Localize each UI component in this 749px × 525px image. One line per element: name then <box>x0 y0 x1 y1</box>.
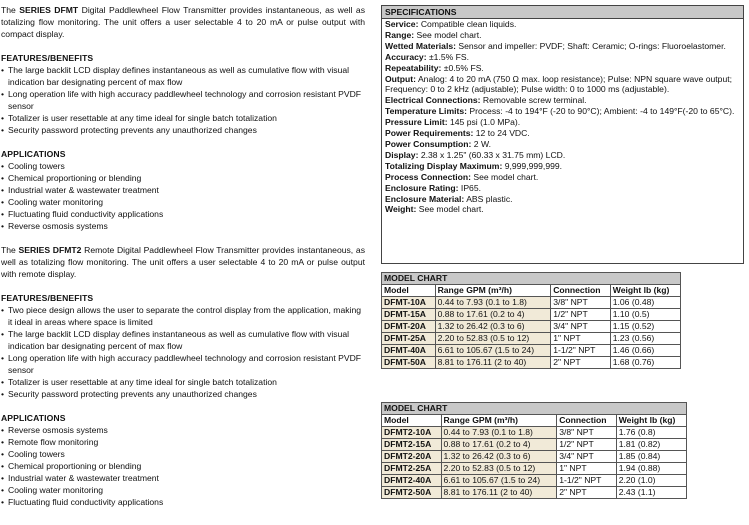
spec-row <box>385 52 740 63</box>
model-cell: DFMT2-40A <box>382 475 442 487</box>
table-cell: 1.32 to 26.42 (0.3 to 6) <box>435 321 551 333</box>
table-cell: 1.15 (0.52) <box>610 321 680 333</box>
dfmt2-applications-list <box>1 424 365 508</box>
table-cell: 0.88 to 17.61 (0.2 to 4) <box>435 309 551 321</box>
list-item: • Industrial water & wastewater treatment <box>1 184 365 196</box>
spec-value: Compatible clean liquids. <box>418 19 517 29</box>
dfmt2-features-list <box>1 304 365 400</box>
table-cell: 8.81 to 176.11 (2 to 40) <box>435 357 551 369</box>
table-row <box>382 357 681 369</box>
model-cell: DFMT2-25A <box>382 463 442 475</box>
specifications-list <box>382 19 743 215</box>
spec-value: Sensor and impeller: PVDF; Shaft: Ceramic; O-rings: Fluoroelastomer. <box>456 40 726 51</box>
list-item: • Long operation life with high accuracy paddlewheel technology and corrosion resistant PVDF sensor <box>1 88 365 112</box>
model-cell: DFMT-10A <box>382 297 436 309</box>
spec-label: Accuracy: <box>385 51 427 62</box>
column-header: Connection <box>551 285 611 297</box>
table-row <box>382 333 681 345</box>
spec-label: Enclosure Rating: <box>385 182 459 193</box>
column-header: Weight lb (kg) <box>610 285 680 297</box>
spec-row <box>385 30 740 41</box>
column-header: Connection <box>557 415 617 427</box>
table-cell: 1-1/2" NPT <box>551 345 611 357</box>
table-row <box>382 439 687 451</box>
spec-value: ABS plastic. <box>464 193 513 204</box>
specifications-box <box>381 5 744 264</box>
spec-label: Wetted Materials: <box>385 40 456 51</box>
spec-label: Temperature Limits: <box>385 106 467 117</box>
intro-text: Digital Paddlewheel Flow Transmitter provides instantaneous, as well as totalizing flow monitoring. The unit offers a user selectable 4 to 20 mA or pulse output with compact display. <box>1 5 366 39</box>
table-row <box>382 427 687 439</box>
spec-value: See model chart. <box>470 171 539 182</box>
dfmt-features-list <box>1 64 365 136</box>
spec-value: 12 to 24 VDC. <box>473 128 530 139</box>
list-item: • The large backlit LCD display defines instantaneous as well as cumulative flow with visual indication bar designating percent of max flow <box>1 64 365 88</box>
list-item: • Chemical proportioning or blending <box>1 460 365 472</box>
spec-label: Weight: <box>385 204 417 215</box>
table-cell: 0.88 to 17.61 (0.2 to 4) <box>441 439 557 451</box>
spec-row <box>385 95 740 106</box>
spec-value: ±1.5% FS. <box>426 51 470 62</box>
dfmt2-intro <box>1 244 365 280</box>
spec-label: Totalizing Display Maximum: <box>385 160 503 171</box>
column-header: Model <box>382 285 436 297</box>
intro-text: Remote Digital Paddlewheel Flow Transmitter provides instantaneous, as well as totalizing flow monitoring. The unit offers a user selectable 4 to 20 mA or pulse output with remote display. <box>1 245 365 279</box>
list-item: • Security password protecting prevents any unauthorized changes <box>1 124 365 136</box>
spec-value: Process: -4 to 194°F (-20 to 90°C); Ambient: -4 to 149°F(-20 to 65°C). <box>466 106 735 117</box>
model-chart-dfmt2 <box>381 402 687 499</box>
spec-label: Power Consumption: <box>385 138 472 149</box>
table-cell: 1" NPT <box>551 333 611 345</box>
model-cell: DFMT2-20A <box>382 451 442 463</box>
table-cell: 0.44 to 7.93 (0.1 to 1.8) <box>435 297 551 309</box>
table-cell: 6.61 to 105.67 (1.5 to 24) <box>441 475 557 487</box>
spec-row <box>385 204 740 215</box>
intro-prefix: The <box>1 5 20 15</box>
spec-label: Enclosure Material: <box>385 193 465 204</box>
table-cell: 3/8" NPT <box>557 427 617 439</box>
table-cell: 2.20 to 52.83 (0.5 to 12) <box>441 463 557 475</box>
spec-value: ±0.5% FS. <box>441 62 484 73</box>
model-cell: DFMT2-15A <box>382 439 442 451</box>
model-chart-caption: MODEL CHART <box>382 273 681 285</box>
column-header: Range GPM (m³/h) <box>441 415 557 427</box>
spec-row <box>385 41 740 52</box>
list-item: • Chemical proportioning or blending <box>1 172 365 184</box>
list-item: • Remote flow monitoring <box>1 436 365 448</box>
list-item: • Cooling towers <box>1 448 365 460</box>
table-row <box>382 297 681 309</box>
table-row <box>382 345 681 357</box>
table-row <box>382 487 687 499</box>
table-cell: 1/2" NPT <box>557 439 617 451</box>
spec-value: Analog: 4 to 20 mA (750 Ω max. loop resistance); Pulse: NPN square wave output; Frequency: 0 to 2 kHz (adjustable); Pulse width: 0 to 1000 ms (adjustable). <box>385 73 732 95</box>
list-item: • Totalizer is user resettable at any time ideal for single batch totalization <box>1 376 365 388</box>
table-cell: 1.85 (0.84) <box>616 451 686 463</box>
spec-label: Service: <box>385 19 419 29</box>
model-cell: DFMT-15A <box>382 309 436 321</box>
intro-prefix: The <box>1 245 19 255</box>
spec-value: IP65. <box>458 182 482 193</box>
model-chart-caption: MODEL CHART <box>382 403 687 415</box>
dfmt2-features-heading: FEATURES/BENEFITS <box>1 293 94 303</box>
spec-value: See model chart. <box>416 204 484 215</box>
spec-value: 2.38 x 1.25" (60.33 x 31.75 mm) LCD. <box>418 149 566 160</box>
specifications-heading: SPECIFICATIONS <box>382 6 743 19</box>
spec-label: Pressure Limit: <box>385 117 448 128</box>
model-cell: DFMT-25A <box>382 333 436 345</box>
table-row <box>382 463 687 475</box>
spec-row <box>385 194 740 205</box>
spec-row <box>385 139 740 150</box>
column-header: Range GPM (m³/h) <box>435 285 551 297</box>
model-chart-dfmt <box>381 272 681 369</box>
table-cell: 1.76 (0.8) <box>616 427 686 439</box>
table-cell: 1.06 (0.48) <box>610 297 680 309</box>
column-header: Weight lb (kg) <box>616 415 686 427</box>
list-item: • Fluctuating fluid conductivity applications <box>1 496 365 508</box>
table-cell: 1.46 (0.66) <box>610 345 680 357</box>
model-cell: DFMT2-10A <box>382 427 442 439</box>
list-item: • Two piece design allows the user to separate the control display from the application, making it ideal in areas where space is limited <box>1 304 365 328</box>
model-cell: DFMT-20A <box>382 321 436 333</box>
list-item: • The large backlit LCD display defines instantaneous as well as cumulative flow with visual indication bar designating percent of max flow <box>1 328 365 352</box>
spec-row <box>385 161 740 172</box>
table-cell: 1.68 (0.76) <box>610 357 680 369</box>
list-item: • Long operation life with high accuracy paddlewheel technology and corrosion resistant PVDF sensor <box>1 352 365 376</box>
spec-row <box>385 172 740 183</box>
list-item: • Cooling water monitoring <box>1 484 365 496</box>
table-cell: 1-1/2" NPT <box>557 475 617 487</box>
spec-row <box>385 150 740 161</box>
dfmt-applications-list <box>1 160 365 232</box>
spec-row <box>385 128 740 139</box>
table-cell: 0.44 to 7.93 (0.1 to 1.8) <box>441 427 557 439</box>
dfmt-features-heading: FEATURES/BENEFITS <box>1 53 94 63</box>
list-item: • Security password protecting prevents any unauthorized changes <box>1 388 365 400</box>
list-item: • Industrial water & wastewater treatment <box>1 472 365 484</box>
table-row <box>382 451 687 463</box>
list-item: • Totalizer is user resettable at any time ideal for single batch totalization <box>1 112 365 124</box>
table-cell: 6.61 to 105.67 (1.5 to 24) <box>435 345 551 357</box>
spec-value: 9,999,999,999. <box>502 160 563 171</box>
list-item: • Cooling water monitoring <box>1 196 365 208</box>
model-cell: DFMT-50A <box>382 357 436 369</box>
dfmt-applications-heading: APPLICATIONS <box>1 149 66 159</box>
spec-label: Electrical Connections: <box>385 95 481 106</box>
model-cell: DFMT-40A <box>382 345 436 357</box>
spec-label: Power Requirements: <box>385 128 474 139</box>
dfmt-intro <box>1 4 365 40</box>
table-cell: 8.81 to 176.11 (2 to 40) <box>441 487 557 499</box>
list-item: • Reverse osmosis systems <box>1 220 365 232</box>
table-cell: 1.94 (0.88) <box>616 463 686 475</box>
spec-row <box>385 74 740 96</box>
spec-label: Process Connection: <box>385 171 471 182</box>
list-item: • Fluctuating fluid conductivity applications <box>1 208 365 220</box>
table-cell: 2.20 to 52.83 (0.5 to 12) <box>435 333 551 345</box>
product-descriptions <box>1 4 365 508</box>
spec-label: Display: <box>385 149 419 160</box>
table-cell: 3/8" NPT <box>551 297 611 309</box>
table-cell: 1.81 (0.82) <box>616 439 686 451</box>
spec-row <box>385 63 740 74</box>
table-row <box>382 475 687 487</box>
table-cell: 2" NPT <box>551 357 611 369</box>
list-item: • Cooling towers <box>1 160 365 172</box>
spec-label: Repeatability: <box>385 62 442 73</box>
spec-label: Output: <box>385 73 417 84</box>
table-cell: 1" NPT <box>557 463 617 475</box>
spec-value: 145 psi (1.0 MPa). <box>447 117 521 128</box>
series-name: SERIES DFMT <box>19 5 79 15</box>
table-cell: 1.32 to 26.42 (0.3 to 6) <box>441 451 557 463</box>
spec-value: 2 W. <box>471 138 492 149</box>
table-cell: 1.10 (0.5) <box>610 309 680 321</box>
table-cell: 2" NPT <box>557 487 617 499</box>
table-cell: 1.23 (0.56) <box>610 333 680 345</box>
spec-value: Removable screw terminal. <box>480 95 587 106</box>
spec-row <box>385 183 740 194</box>
spec-row <box>385 117 740 128</box>
list-item: • Reverse osmosis systems <box>1 424 365 436</box>
spec-value: See model chart. <box>414 29 482 40</box>
model-cell: DFMT2-50A <box>382 487 442 499</box>
spec-row <box>385 19 740 30</box>
table-cell: 2.20 (1.0) <box>616 475 686 487</box>
spec-row <box>385 106 740 117</box>
table-row <box>382 321 681 333</box>
table-cell: 2.43 (1.1) <box>616 487 686 499</box>
series-name: SERIES DFMT2 <box>18 245 82 255</box>
table-cell: 1/2" NPT <box>551 309 611 321</box>
column-header: Model <box>382 415 442 427</box>
dfmt2-applications-heading: APPLICATIONS <box>1 413 66 423</box>
table-cell: 3/4" NPT <box>557 451 617 463</box>
table-row <box>382 309 681 321</box>
table-cell: 3/4" NPT <box>551 321 611 333</box>
spec-label: Range: <box>385 29 415 40</box>
